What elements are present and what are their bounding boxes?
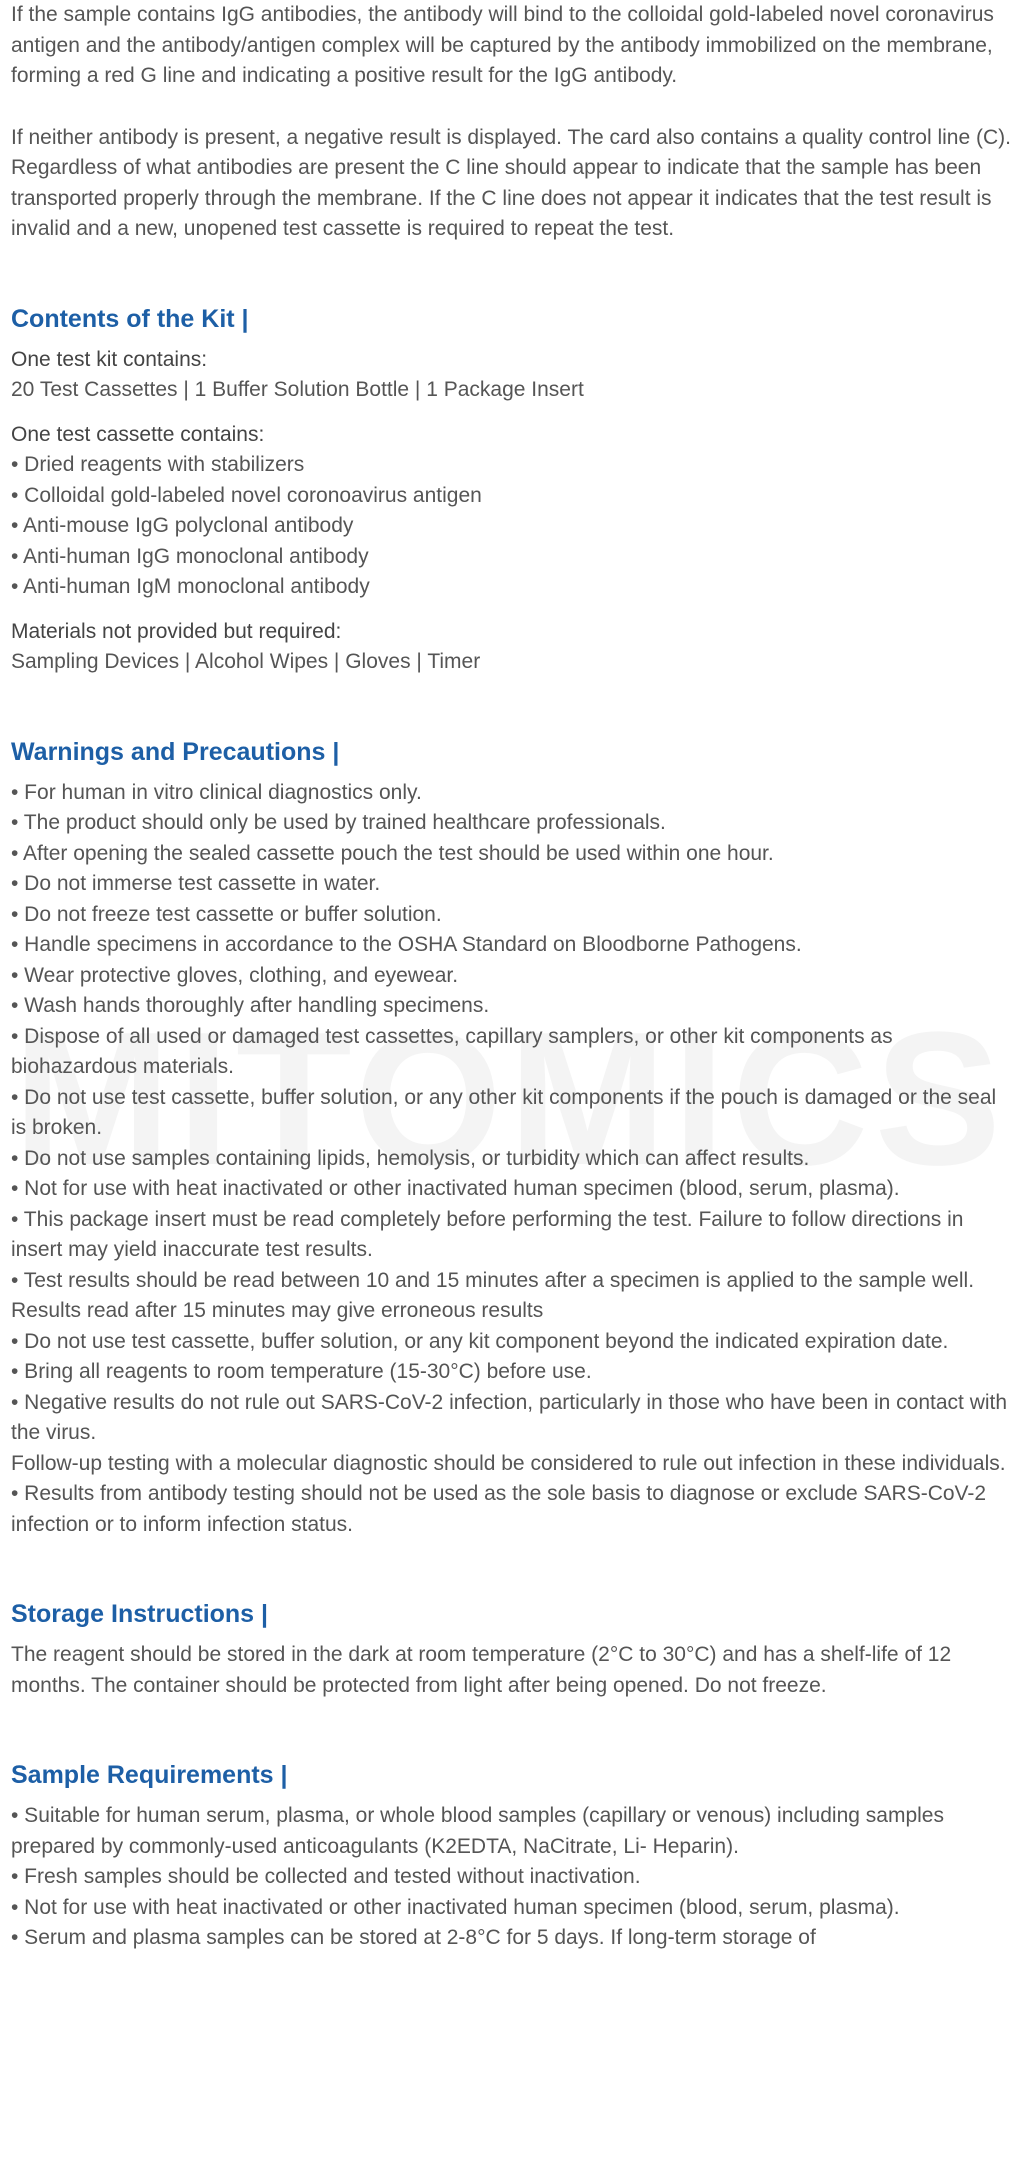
list-item: Follow-up testing with a molecular diagnostic should be considered to rule out infection in these individuals. [11,1451,1006,1475]
cassette-contents-list [11,450,1011,603]
list-item: • The product should only be used by trained healthcare professionals. [11,811,666,834]
contents-section [11,303,1011,678]
warnings-list [11,778,1011,1541]
list-item: • Wash hands thoroughly after handling specimens. [11,994,490,1017]
list-item: • Serum and plasma samples can be stored at 2-8°C for 5 days. If long-term storage of [11,1926,816,1949]
list-item: • After opening the sealed cassette pouch the test should be used within one hour. [11,841,774,865]
list-item: • Wear protective gloves, clothing, and eyewear. [11,963,459,987]
intro-paragraph-igg: If the sample contains IgG antibodies, the antibody will bind to the colloidal gold-labeled novel coronavirus antigen and the antibody/antigen complex will be captured by the antibody immobilized on the membrane, forming a red G line and indicating a positive result for the IgG antibody. [11,3,994,87]
warnings-section [11,736,1011,1541]
list-item: • Do not freeze test cassette or buffer solution. [11,902,442,926]
list-item: • For human in vitro clinical diagnostics only. [11,780,422,804]
list-item: • Fresh samples should be collected and tested without inactivation. [11,1865,641,1888]
sample-section [11,1759,1011,1954]
list-item: • Anti-human IgG monoclonal antibody [11,544,369,568]
list-item: • Do not use test cassette, buffer solution, or any other kit components if the pouch is damaged or the seal is broken. [11,1085,997,1139]
materials-label: Materials not provided but required: [11,619,342,643]
sample-heading: Sample Requirements | [11,1761,288,1789]
storage-heading: Storage Instructions | [11,1600,269,1628]
sample-requirements-list [11,1801,1011,1954]
intro-section [11,0,1011,245]
list-item: • Bring all reagents to room temperature (15-30°C) before use. [11,1360,592,1383]
materials-items: Sampling Devices | Alcohol Wipes | Gloves | Timer [11,650,481,673]
list-item: • Test results should be read between 10 and 15 minutes after a specimen is applied to the sample well. Results read after 15 minutes may give erroneous results [11,1268,975,1322]
storage-section [11,1598,1011,1701]
list-item: • Results from antibody testing should not be used as the sole basis to diagnose or exclude SARS-CoV-2 infection or to inform infection status. [11,1482,987,1536]
document-content [11,0,1011,1954]
list-item: • Not for use with heat inactivated or other inactivated human specimen (blood, serum, plasma). [11,1895,900,1919]
cassette-contents-label: One test cassette contains: [11,422,265,446]
cassette-contents-group [11,420,1011,603]
list-item: • Do not use test cassette, buffer solution, or any kit component beyond the indicated expiration date. [11,1329,949,1353]
warnings-heading: Warnings and Precautions | [11,737,340,766]
list-item: • Anti-mouse IgG polyclonal antibody [11,514,354,537]
list-item: • Do not immerse test cassette in water. [11,872,381,895]
list-item: • Negative results do not rule out SARS-CoV-2 infection, particularly in those who have been in contact with the virus. [11,1390,1008,1444]
intro-paragraph-control-line: If neither antibody is present, a negative result is displayed. The card also contains a quality control line (C). Regardless of what antibodies are present the C line should appear to indicate that the sample has been transported properly through the membrane. If the C line does not appear it indicates that the test result is invalid and a new, unopened test cassette is required to repeat the test. [11,125,1011,240]
list-item: • Dried reagents with stabilizers [11,453,305,476]
contents-heading: Contents of the Kit | [11,304,249,333]
kit-contents-items: 20 Test Cassettes | 1 Buffer Solution Bottle | 1 Package Insert [11,378,584,401]
list-item: • Not for use with heat inactivated or other inactivated human specimen (blood, serum, plasma). [11,1177,900,1200]
document-page [11,0,1011,1954]
list-item: • Dispose of all used or damaged test cassettes, capillary samplers, or other kit components as biohazardous materials. [11,1024,893,1078]
list-item: • Suitable for human serum, plasma, or whole blood samples (capillary or venous) including samples prepared by commonly-used anticoagulants (K2EDTA, NaCitrate, Li- Heparin). [11,1804,944,1858]
list-item: • Handle specimens in accordance to the OSHA Standard on Bloodborne Pathogens. [11,933,802,956]
kit-contents-group [11,345,1011,406]
kit-contents-label: One test kit contains: [11,347,208,371]
list-item: • Do not use samples containing lipids, hemolysis, or turbidity which can affect results. [11,1146,810,1170]
list-item: • This package insert must be read completely before performing the test. Failure to follow directions in insert may yield inaccurate test results. [11,1207,964,1261]
list-item: • Anti-human IgM monoclonal antibody [11,575,370,598]
list-item: • Colloidal gold-labeled novel coronoavirus antigen [11,483,482,507]
storage-text: The reagent should be stored in the dark at room temperature (2°C to 30°C) and has a shelf-life of 12 months. The container should be protected from light after being opened. Do not freeze. [11,1643,952,1697]
materials-group [11,617,1011,678]
